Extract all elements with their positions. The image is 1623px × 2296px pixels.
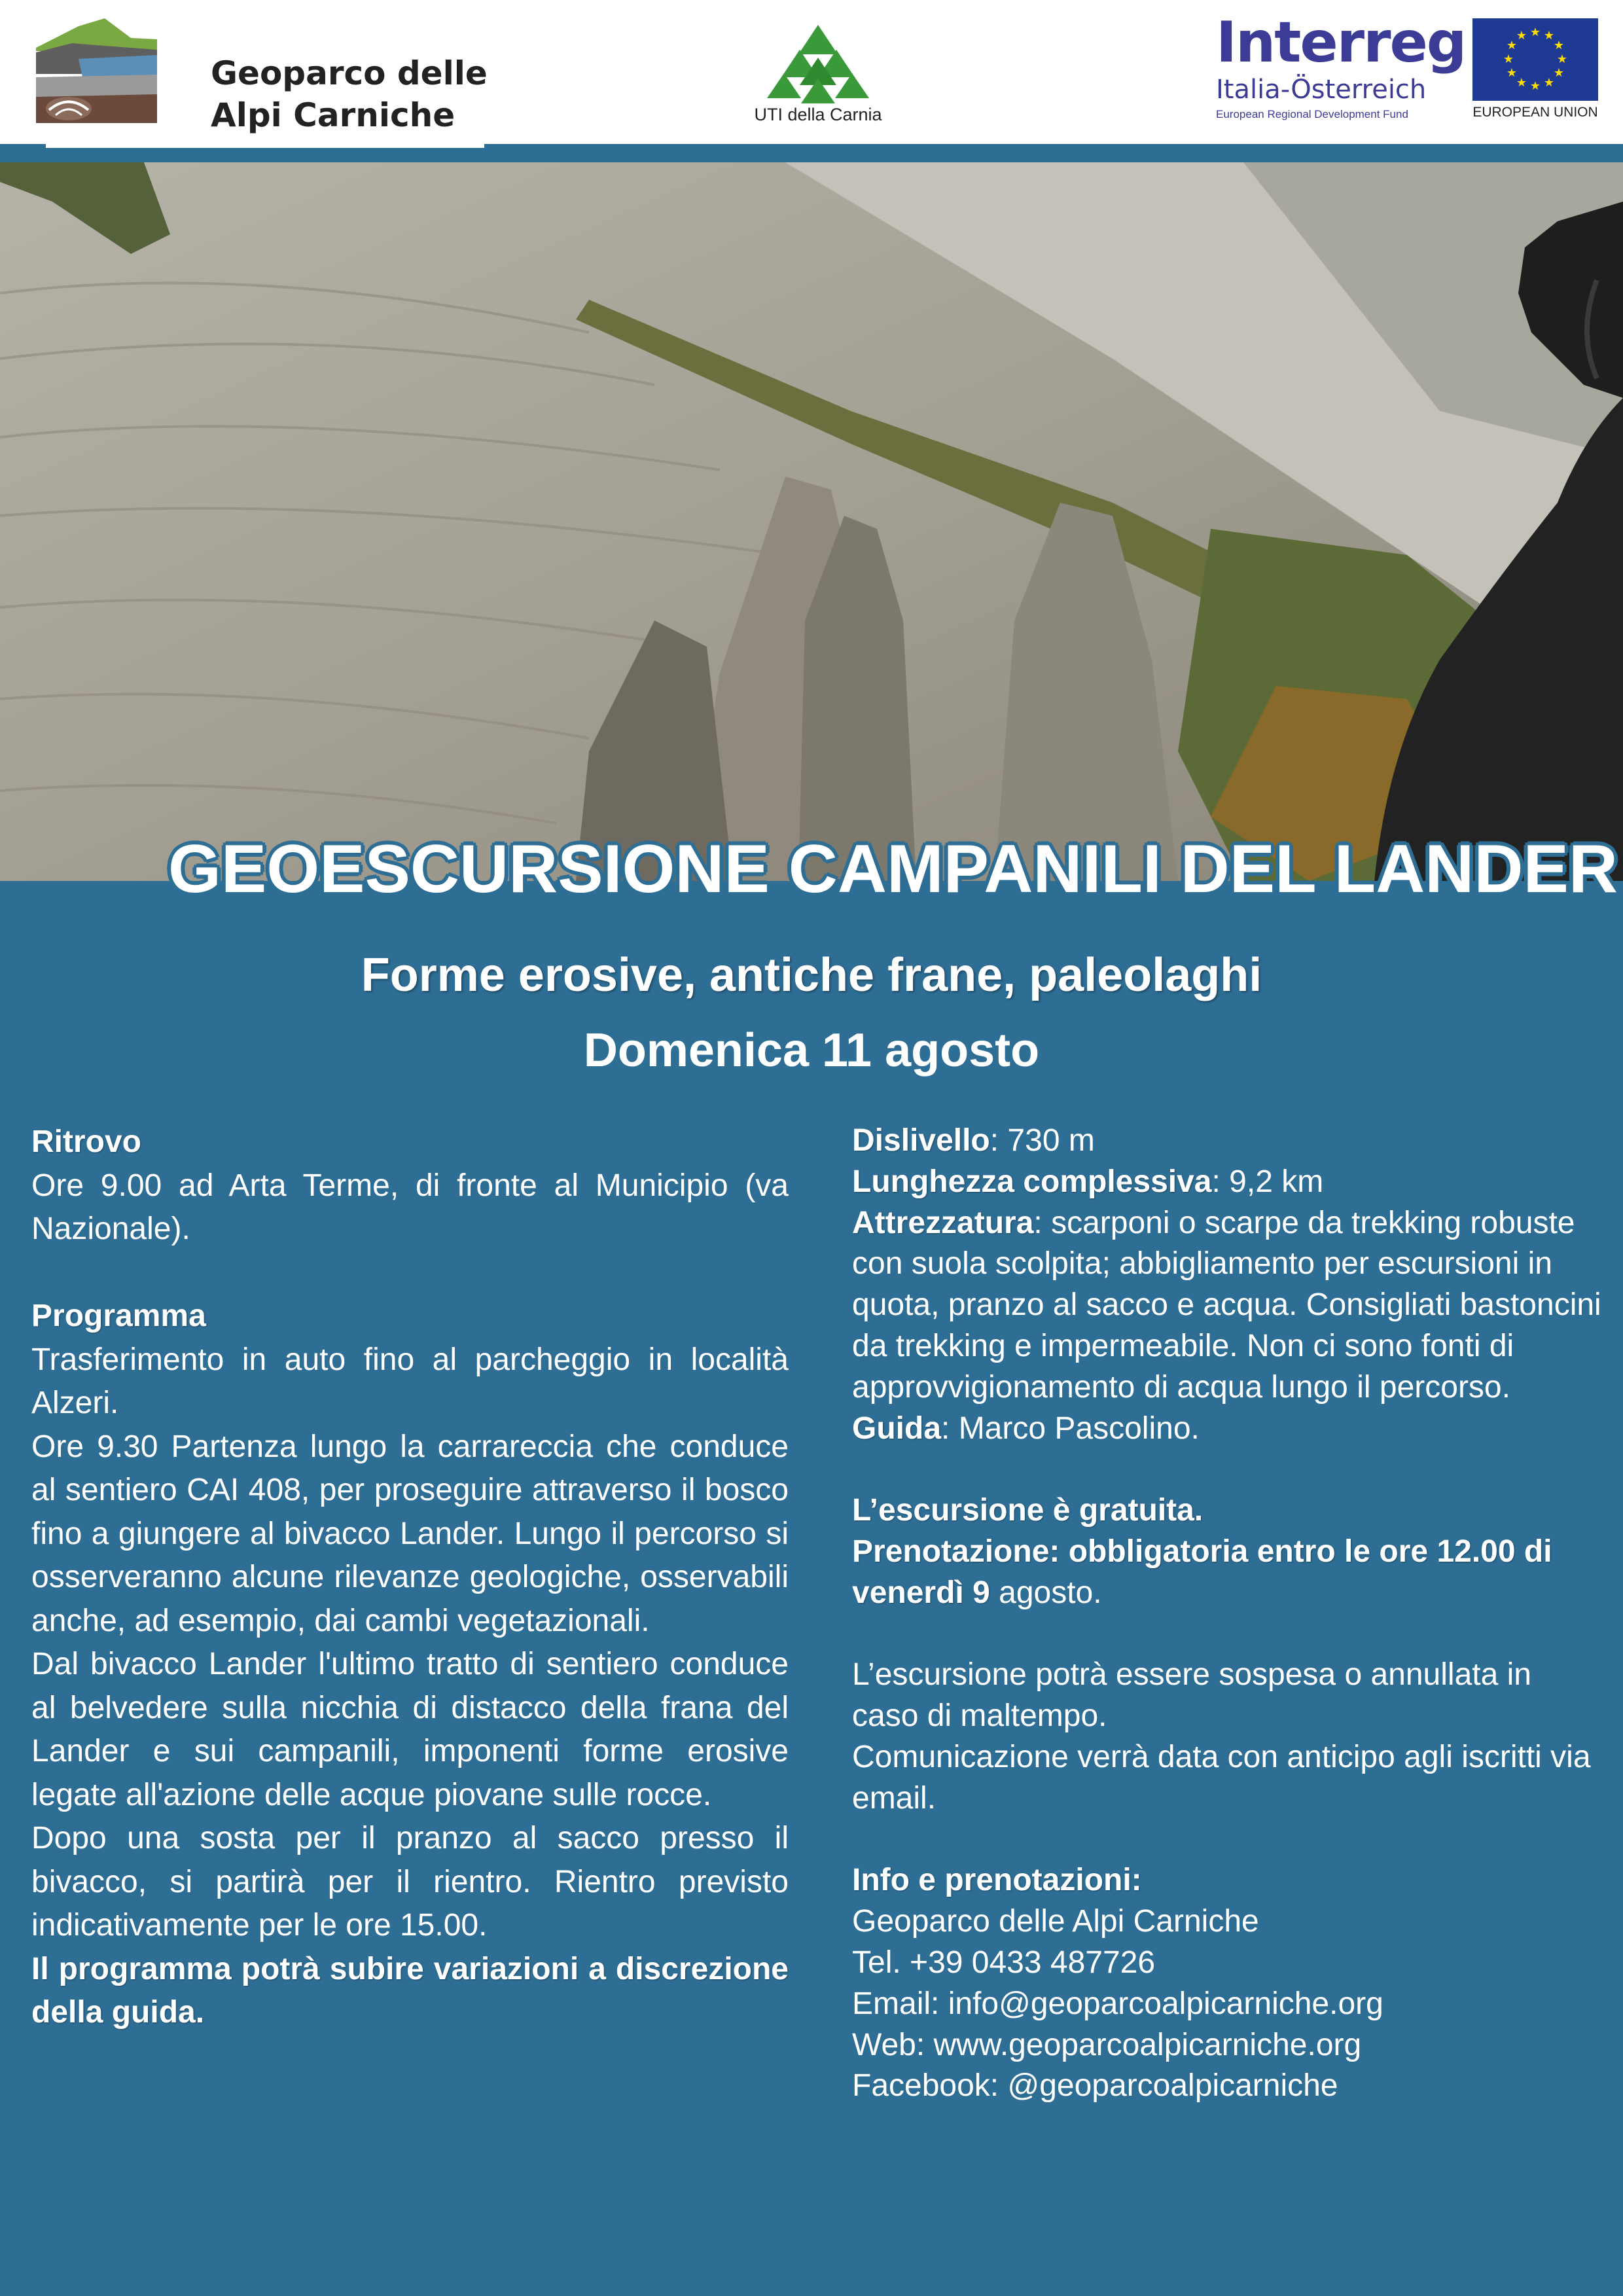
geoparco-line1: Geoparco delle (211, 54, 488, 92)
programma-heading: Programma (31, 1299, 206, 1333)
guida-line (852, 1408, 1605, 1450)
svg-text:★: ★ (1556, 52, 1568, 66)
prenotazione-rest: agosto. (990, 1575, 1102, 1610)
header-underline (46, 144, 484, 148)
eu-flag-icon (1472, 18, 1598, 101)
svg-text:★: ★ (1529, 79, 1541, 93)
guida-value: : Marco Pascolino. (941, 1410, 1200, 1446)
geoparco-line2: Alpi Carniche (211, 96, 455, 134)
attrezzatura-line (852, 1203, 1605, 1408)
geoparco-logo (33, 12, 491, 134)
svg-text:★: ★ (1506, 39, 1518, 52)
gratuita-note: L’escursione è gratuita. (852, 1493, 1204, 1528)
info-facebook[interactable]: Facebook: @geoparcoalpicarniche (852, 2068, 1338, 2104)
info-heading: Info e prenotazioni: (852, 1863, 1142, 1898)
info-email[interactable]: Email: info@geoparcoalpicarniche.org (852, 1986, 1383, 2021)
hero-photo (0, 162, 1623, 881)
interreg-subtitle: Italia-Österreich (1216, 75, 1427, 105)
svg-text:★: ★ (1503, 52, 1514, 66)
ritrovo-text: Ore 9.00 ad Arta Terme, di fronte al Municipio (va Nazionale). (31, 1168, 789, 1246)
eu-label: EUROPEAN UNION (1472, 105, 1598, 120)
ritrovo-heading: Ritrovo (31, 1124, 141, 1159)
event-date: Domenica 11 agosto (583, 1024, 1040, 1077)
interreg-logo (1216, 10, 1466, 124)
svg-text:★: ★ (1506, 66, 1518, 80)
right-column (852, 1121, 1605, 2107)
comunicazione-note: Comunicazione verrà data con anticipo agli iscritti via email. (852, 1739, 1591, 1816)
svg-text:★: ★ (1516, 76, 1527, 90)
attrezzatura-label: Attrezzatura (852, 1205, 1034, 1240)
geoparco-mountain-icon (33, 12, 164, 126)
uti-logo (753, 18, 883, 130)
prenotazione-bold: Prenotazione: obbligatoria entro le ore 12.00 di venerdì 9 (852, 1534, 1552, 1610)
programma-paragraph-2: Ore 9.30 Partenza lungo la carrareccia che conduce al sentiero CAI 408, per proseguire attraverso il bosco fino a giungere al bivacco Lander. Lungo il percorso si osserveranno alcune rilevanze geologiche, osservabili anche, ad esempio, dai cambi vegetazionali. (31, 1429, 789, 1638)
svg-text:★: ★ (1543, 29, 1555, 43)
programma-paragraph-1: Trasferimento in auto fino al parcheggio in località Alzeri. (31, 1342, 789, 1420)
eu-logo (1472, 18, 1598, 126)
lunghezza-line (852, 1162, 1605, 1203)
tree-cluster-icon (753, 18, 883, 107)
svg-text:★: ★ (1516, 29, 1527, 43)
svg-text:★: ★ (1543, 76, 1555, 90)
info-web[interactable]: Web: www.geoparcoalpicarniche.org (852, 2027, 1362, 2062)
lunghezza-label: Lunghezza complessiva (852, 1164, 1212, 1199)
header-bar (0, 0, 1623, 144)
event-title: GEOESCURSIONE CAMPANILI DEL LANDER (168, 831, 1618, 907)
cliff-landscape-image (0, 162, 1623, 881)
attrezzatura-value: : scarponi o scarpe da trekking robuste con suola scolpita; abbigliamento per escursioni in quota, pranzo al sacco e acqua. Consigliati bastoncini da trekking e impermeabile. Non ci sono fonti di approvvigionamento di acqua lungo il percorso. (852, 1205, 1601, 1405)
svg-text:★: ★ (1529, 26, 1541, 39)
interreg-fund: European Regional Development Fund (1216, 108, 1408, 120)
sospesa-note: L’escursione potrà essere sospesa o annullata in caso di maltempo. (852, 1657, 1531, 1734)
dislivello-label: Dislivello (852, 1123, 990, 1158)
guida-label: Guida (852, 1410, 942, 1446)
event-subtitle: Forme erosive, antiche frane, paleolaghi (361, 949, 1262, 1001)
geoparco-wordmark (211, 52, 488, 136)
svg-text:★: ★ (1553, 39, 1565, 52)
dislivello-line (852, 1121, 1605, 1162)
prenotazione-line (852, 1532, 1605, 1614)
info-org: Geoparco delle Alpi Carniche (852, 1904, 1259, 1939)
programma-paragraph-3: Dal bivacco Lander l'ultimo tratto di sentiero conduce al belvedere sulla nicchia di distacco della frana del Lander e sui campanili, imponenti forme erosive legate all'azione delle acque piovane sulle rocce. (31, 1647, 789, 1812)
left-column (31, 1121, 789, 2035)
dislivello-value: : 730 m (990, 1123, 1095, 1158)
lunghezza-value: : 9,2 km (1211, 1164, 1324, 1199)
programma-note: Il programma potrà subire variazioni a discrezione della guida. (31, 1951, 789, 2030)
uti-label: UTI della Carnia (754, 105, 882, 124)
svg-text:★: ★ (1553, 66, 1565, 80)
interreg-title: Interreg (1216, 10, 1466, 75)
programma-paragraph-4: Dopo una sosta per il pranzo al sacco presso il bivacco, si partirà per il rientro. Rientro previsto indicativamente per le ore 15.00. (31, 1821, 789, 1943)
info-tel: Tel. +39 0433 487726 (852, 1945, 1156, 1980)
